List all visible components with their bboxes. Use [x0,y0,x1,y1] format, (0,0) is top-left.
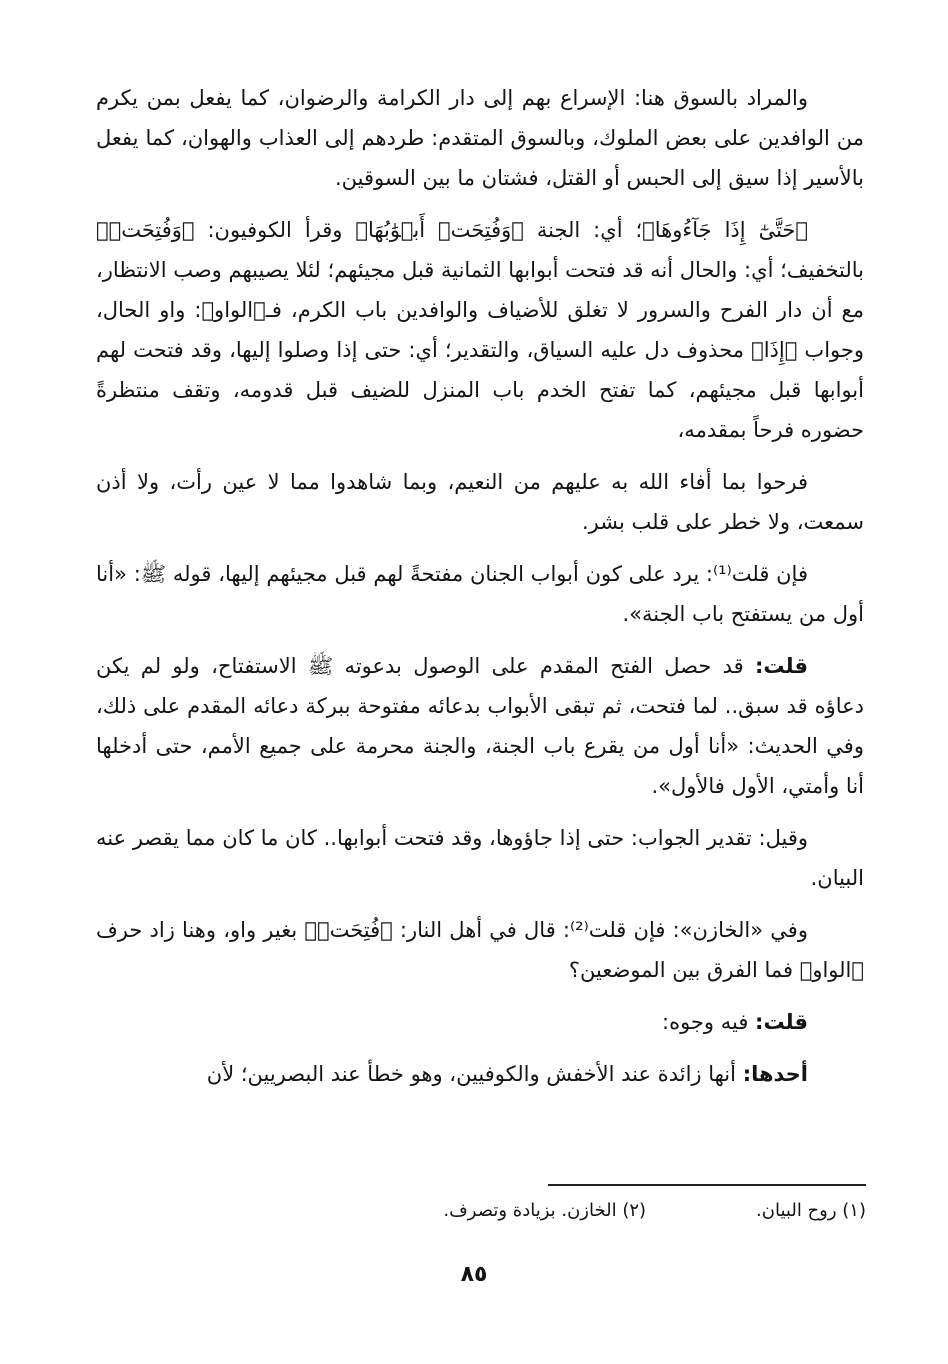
paragraph-2-text: ﴿حَتَّىٰٓ إِذَا جَآءُوهَا﴾؛ أي: الجنة ﴿وَفُتِحَتۡ أَبۡوَٰبُهَا﴾ وقرأ الكوفيون: ﴿وَفُتِحَتۡ﴾ بالتخفيف؛ أي: والحال أنه قد فتحت أبوابها الثمانية قبل مجيئهم؛ لئلا يصيبهم وصب الانتظار، مع أن دار الفرح والسرور لا تغلق للأضياف والوافدين باب الكرم، فـ﴿الواو﴾: واو الحال، وجواب ﴿إِذَا﴾ محذوف دل عليه السياق، والتقدير؛ أي: حتى إذا وصلوا إليها، وقد فتحت لهم أبوابها قبل مجيئهم، كما تفتح الخدم باب المنزل للضيف قبل قدومه، وتقف منتظرةً حضوره فرحاً بمقدمه، [96,218,864,442]
paragraph-7-text: وفي «الخازن»: فإن قلت⁽²⁾: قال في أهل النار: ﴿فُتِحَتۡ﴾ بغير واو، وهنا زاد حرف ﴿الواو﴾ فما الفرق بين الموضعين؟ [96,918,864,982]
paragraph-4 [96,554,864,634]
paragraph-5 [96,646,864,806]
paragraph-1 [96,78,864,198]
paragraph-4-text: فإن قلت⁽¹⁾: يرد على كون أبواب الجنان مفتحةً لهم قبل مجيئهم إليها، قوله ﷺ: «أنا أول من يستفتح باب الجنة». [96,562,864,626]
paragraph-9-lead: أحدها: [742,1062,808,1086]
paragraph-1-text: والمراد بالسوق هنا: الإسراع بهم إلى دار الكرامة والرضوان، كما يفعل بمن يكرم من الوافدين على بعض الملوك، وبالسوق المتقدم: طردهم إلى العذاب والهوان، كما يفعل بالأسير إذا سيق إلى الحبس أو القتل، فشتان ما بين السوقين. [96,86,864,190]
footnote-divider [548,1184,866,1186]
footnotes [96,1200,866,1221]
paragraph-6-text: وقيل: تقدير الجواب: حتى إذا جاؤوها، وقد فتحت أبوابها.. كان ما كان مما يقصر عنه البيان. [96,826,864,890]
page-number: ٨٥ [460,1262,488,1287]
paragraph-5-text: قد حصل الفتح المقدم على الوصول بدعوته ﷺ الاستفتاح، ولو لم يكن دعاؤه قد سبق.. لما فتحت، ثم تبقى الأبواب بدعائه مفتوحة ببركة دعائه المقدم على ذلك، وفي الحديث: «أنا أول من يقرع باب الجنة، والجنة محرمة على جميع الأمم، حتى أدخلها أنا وأمتي، الأول فالأول». [96,654,864,798]
paragraph-2 [96,210,864,450]
paragraph-7 [96,910,864,990]
paragraph-3-text: فرحوا بما أفاء الله به عليهم من النعيم، وبما شاهدوا مما لا عين رأت، ولا أذن سمعت، ولا خطر على قلب بشر. [96,470,864,534]
paragraph-3 [96,462,864,542]
paragraph-8-text: فيه وجوه: [662,1010,749,1034]
paragraph-9 [96,1054,864,1094]
paragraph-9-text: أنها زائدة عند الأخفش والكوفيين، وهو خطأ عند البصريين؛ لأن [206,1062,736,1086]
page-body [96,78,864,1106]
paragraph-6 [96,818,864,898]
paragraph-8 [96,1002,864,1042]
paragraph-8-lead: قلت: [755,1010,808,1034]
paragraph-5-lead: قلت: [755,654,808,678]
footnote-2: (٢) الخازن. بزيادة وتصرف. [443,1200,647,1221]
footnote-1: (١) روح البيان. [756,1200,866,1221]
